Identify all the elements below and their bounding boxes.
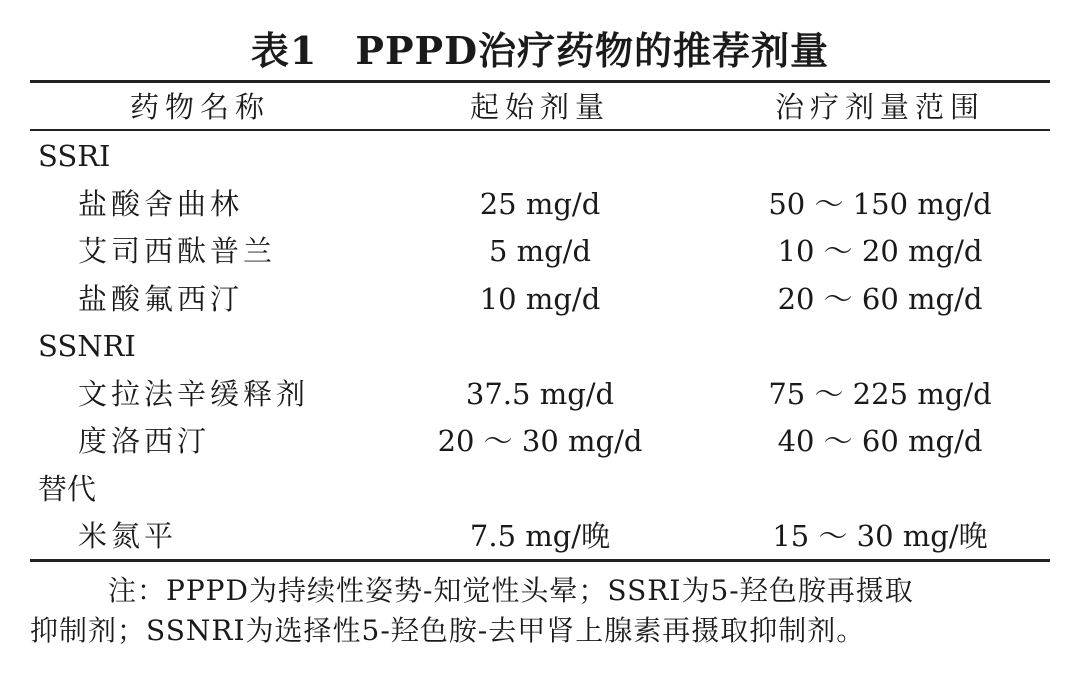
group-name: 替代 [38,471,97,506]
table-row [30,181,1050,229]
table-body [30,133,1050,561]
table-row [30,276,1050,324]
table-row [30,371,1050,419]
drug-name: 米氮平 [78,519,178,553]
top-rule [30,80,1050,83]
start-dose: 5 mg/d [488,234,592,268]
header-dose-range: 治疗剂量范围 [774,90,985,124]
start-dose: 25 mg/d [479,186,601,221]
dose-range: 50 ～ 150 mg/d [768,186,992,221]
header-drug-name: 药物名称 [129,90,270,124]
group-name: SSNRI [38,329,136,363]
group-row [30,323,1050,371]
dose-range: 10 ～ 20 mg/d [777,234,983,268]
start-dose: 7.5 mg/晚 [469,519,611,553]
table-caption: PPPD治疗药物的推荐剂量 [355,28,830,73]
header-start-dose: 起始剂量 [469,90,610,124]
group-name: SSRI [38,139,111,173]
dose-range: 20 ～ 60 mg/d [777,281,983,316]
table-number: 表1 [250,28,318,73]
note-line-1: 注：PPPD为持续性姿势-知觉性头晕；SSRI为5-羟色胺再摄取 [108,574,914,607]
dose-range: 15 ～ 30 mg/晚 [772,519,988,553]
start-dose: 37.5 mg/d [465,376,615,411]
dose-range: 40 ～ 60 mg/d [777,424,983,458]
group-row [30,466,1050,514]
dose-range: 75 ～ 225 mg/d [768,376,992,411]
table-row [30,228,1050,276]
table-note [30,571,1054,651]
note-line-2: 抑制剂；SSNRI为选择性5-羟色胺-去甲肾上腺素再摄取抑制剂。 [30,614,866,647]
table-row [30,513,1050,561]
table-title [0,20,1080,75]
drug-name: 度洛西汀 [78,424,211,458]
drug-name: 盐酸氟西汀 [78,281,244,316]
bottom-rule [30,559,1050,562]
group-row [30,133,1050,181]
start-dose: 20 ～ 30 mg/d [437,424,643,458]
drug-name: 文拉法辛缓释剂 [78,376,310,411]
drug-name: 盐酸舍曲林 [78,186,244,221]
header-rule [30,129,1050,131]
start-dose: 10 mg/d [479,281,601,316]
table-row [30,418,1050,466]
drug-name: 艾司西酞普兰 [78,234,277,268]
